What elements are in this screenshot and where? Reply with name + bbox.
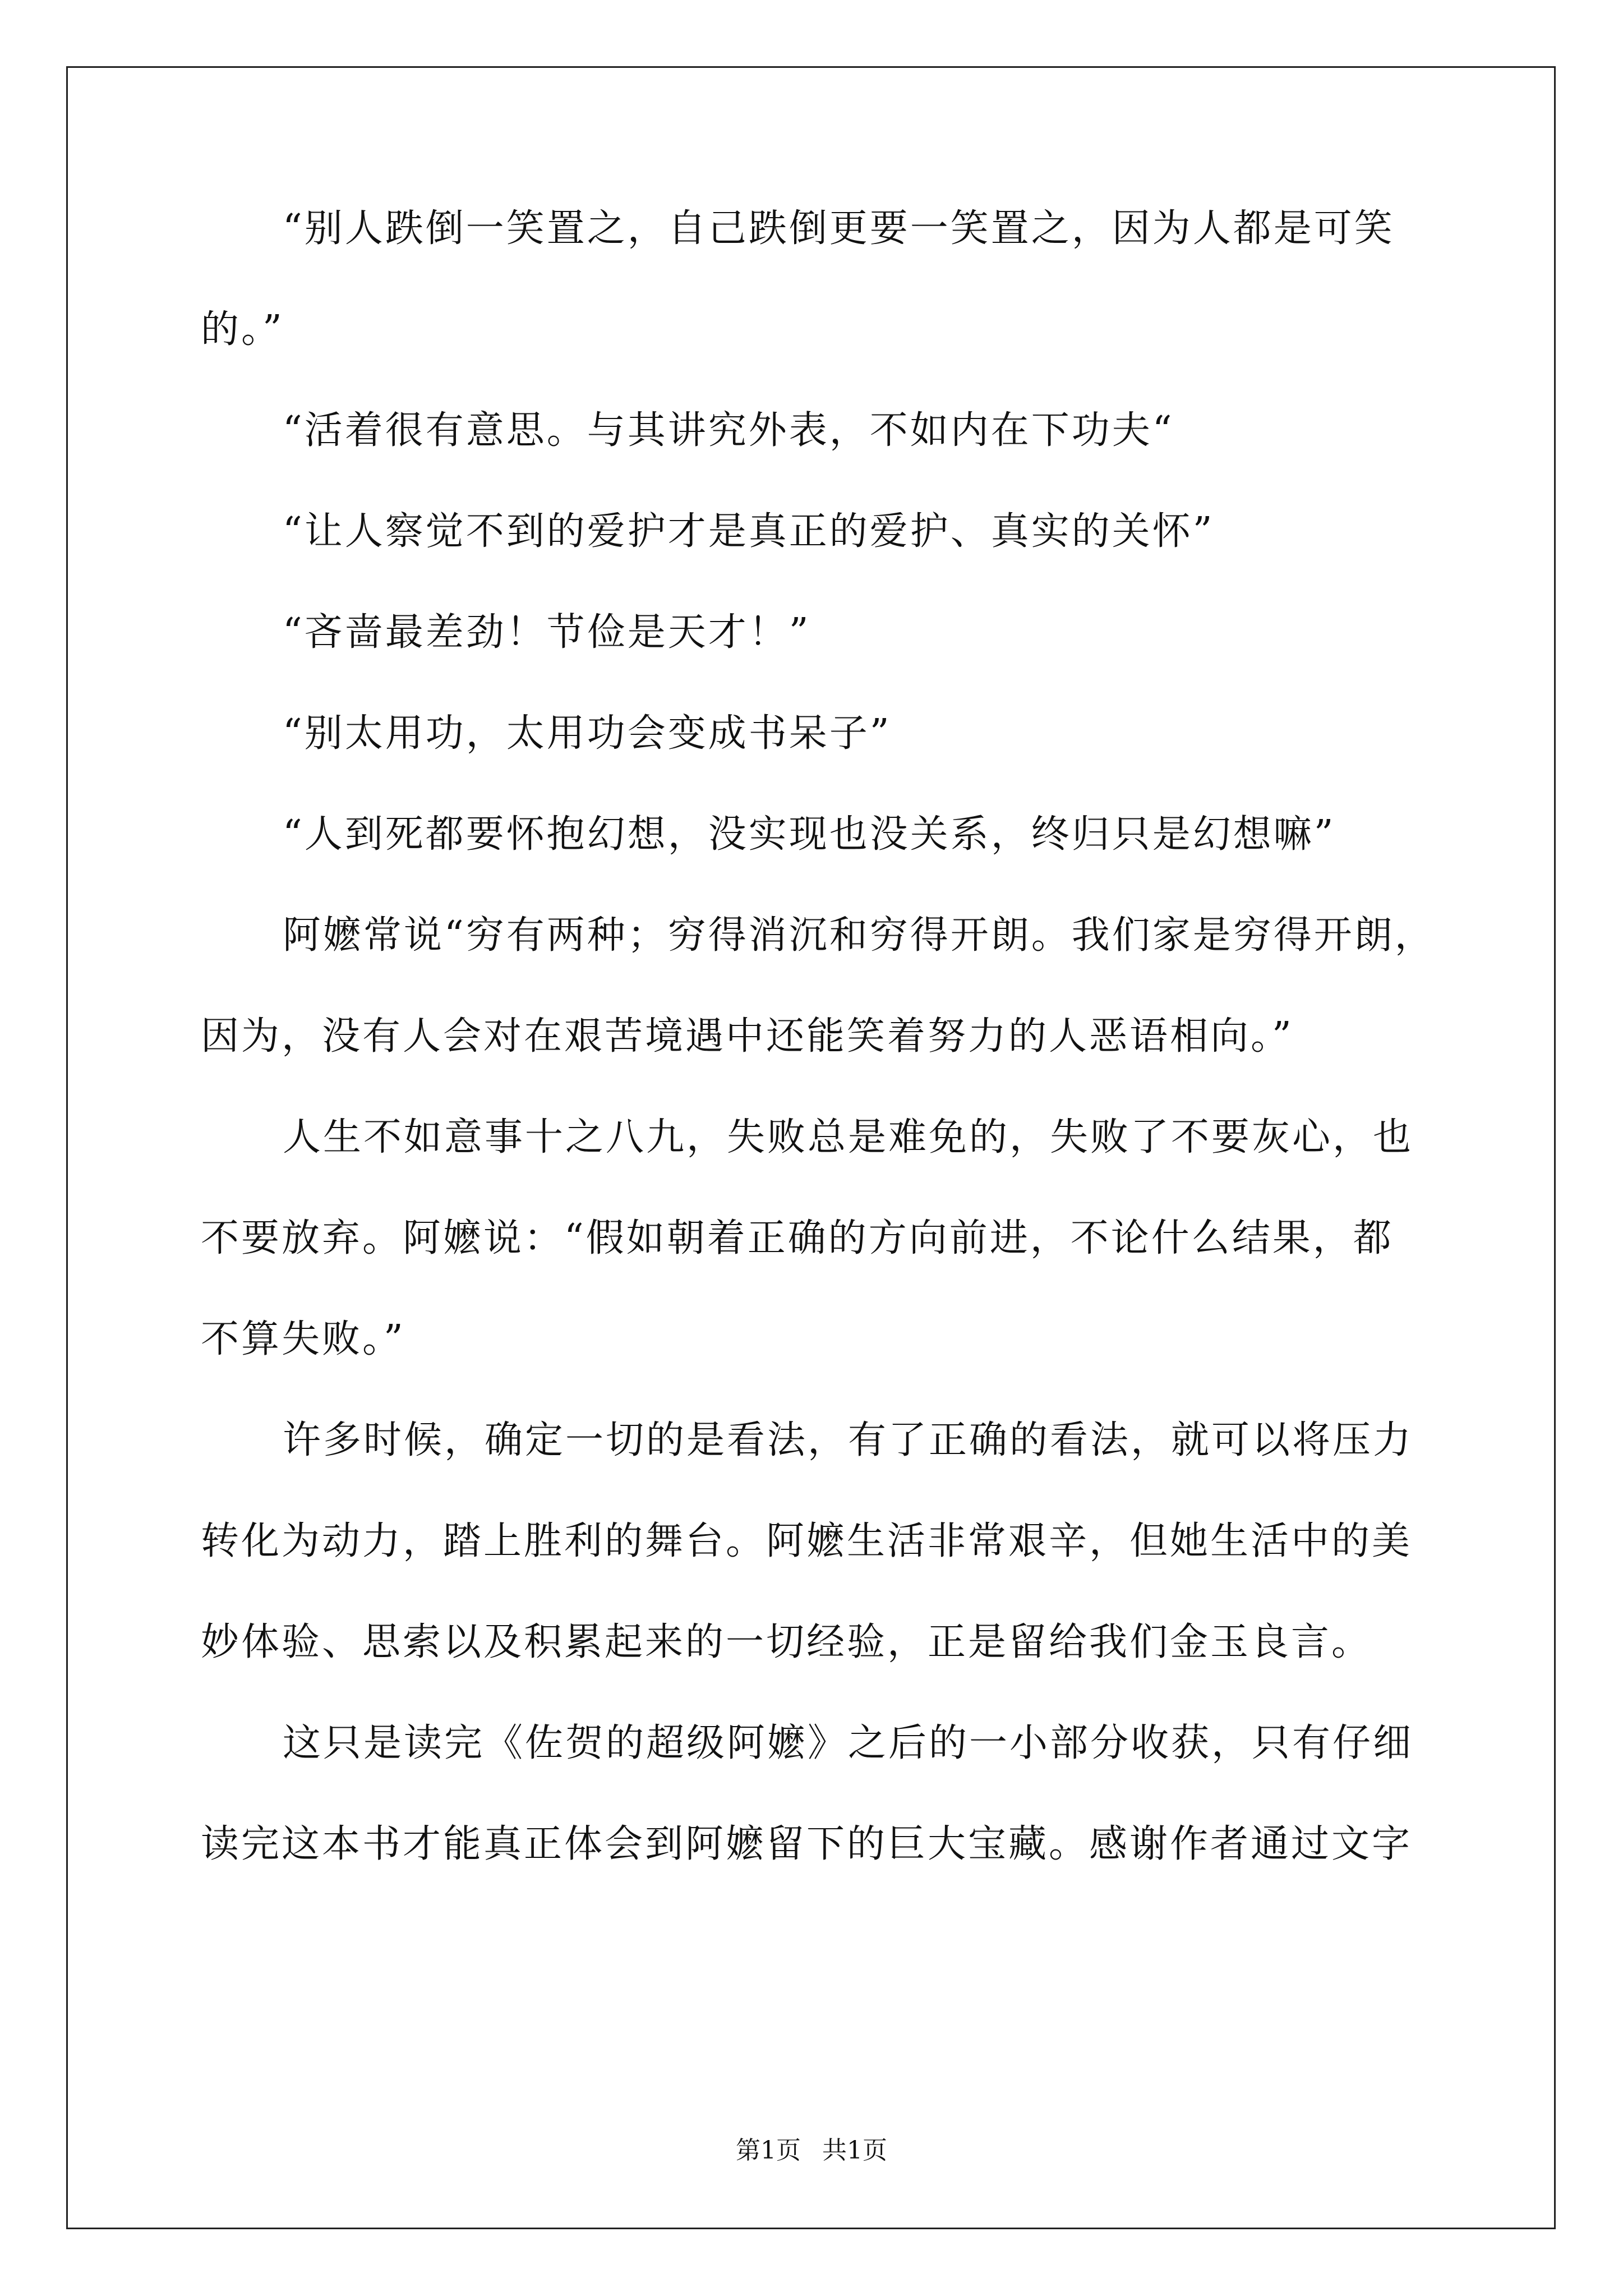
text-line: 不算失败。” <box>201 1317 405 1361</box>
text-line: “让人察觉不到的爱护才是真正的爱护、真实的关怀” <box>283 509 1215 554</box>
text-line: 转化为动力，踏上胜利的舞台。阿嬷生活非常艰辛，但她生活中的美 <box>201 1519 1413 1563</box>
text-line: 阿嬷常说“穷有两种；穷得消沉和穷得开朗。我们家是穷得开朗， <box>283 913 1435 958</box>
text-line: 不要放弃。阿嬷说：“假如朝着正确的方向前进，不论什么结果，都 <box>201 1216 1394 1260</box>
text-line: “别人跌倒一笑置之，自己跌倒更要一笑置之，因为人都是可笑 <box>283 206 1395 251</box>
text-line: 妙体验、思索以及积累起来的一切经验，正是留给我们金玉良言。 <box>201 1620 1372 1664</box>
text-line: 这只是读完《佐贺的超级阿嬷》之后的一小部分收获，只有仔细 <box>283 1721 1414 1765</box>
text-line: “吝啬最差劲！节俭是天才！” <box>283 610 811 655</box>
text-line: “人到死都要怀抱幻想，没实现也没关系，终归只是幻想嘛” <box>283 812 1336 857</box>
text-line: 的。” <box>201 307 284 352</box>
text-line: 因为，没有人会对在艰苦境遇中还能笑着努力的人恶语相向。” <box>201 1014 1294 1059</box>
document-body <box>201 206 1435 1923</box>
text-line: “别太用功，太用功会变成书呆子” <box>283 711 892 756</box>
page-total: 共1页 <box>822 2136 887 2165</box>
text-line: 读完这本书才能真正体会到阿嬷留下的巨大宝藏。感谢作者通过文字 <box>201 1822 1413 1866</box>
page-footer <box>0 2135 1623 2166</box>
text-line: “活着很有意思。与其讲究外表，不如内在下功夫“ <box>283 408 1174 453</box>
text-line: 许多时候，确定一切的是看法，有了正确的看法，就可以将压力 <box>283 1418 1414 1462</box>
text-line: 人生不如意事十之八九，失败总是难免的，失败了不要灰心，也 <box>283 1115 1414 1159</box>
page-number: 第1页 <box>736 2136 801 2165</box>
